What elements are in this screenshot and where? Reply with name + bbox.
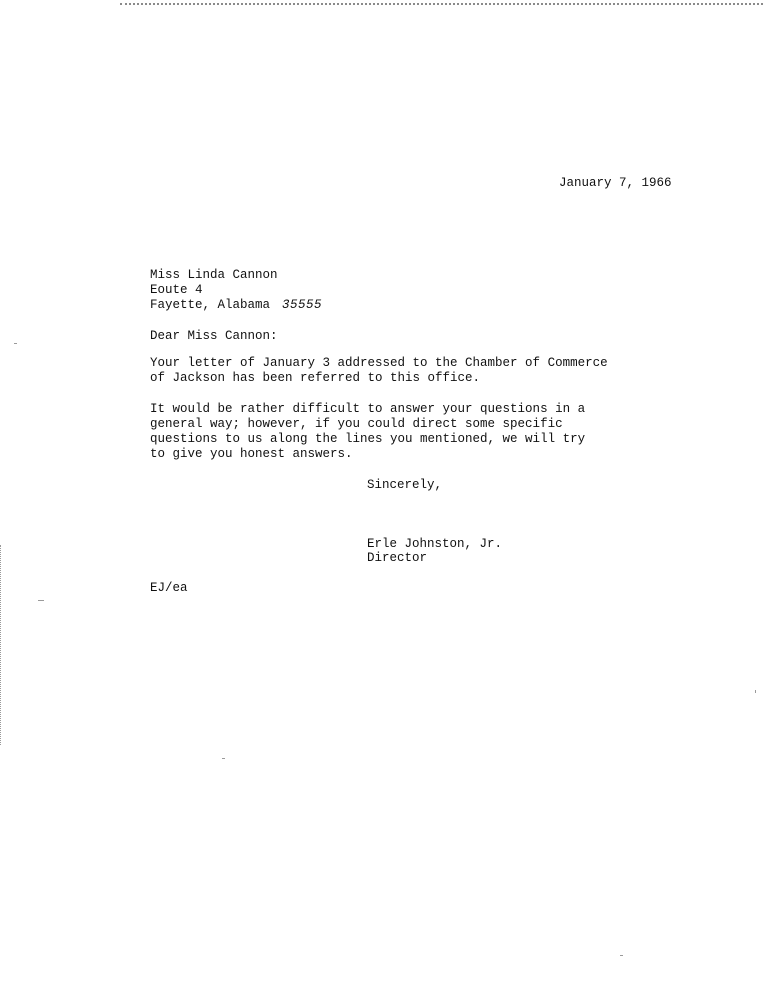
signer-title: Director: [367, 551, 428, 565]
reference-initials: EJ/ea: [150, 581, 188, 595]
body-line: to give you honest answers.: [150, 447, 353, 461]
signer-name: Erle Johnston, Jr.: [367, 537, 503, 551]
body-line: of Jackson has been referred to this office.: [150, 371, 481, 385]
recipient-city-line: [150, 298, 322, 313]
salutation: Dear Miss Cannon:: [150, 329, 278, 343]
letter-date: January 7, 1966: [559, 176, 672, 190]
body-line: questions to us along the lines you mentioned, we will try: [150, 432, 586, 446]
scan-speck: [38, 600, 44, 601]
recipient-city-state: Fayette, Alabama: [150, 298, 271, 312]
recipient-name: Miss Linda Cannon: [150, 268, 278, 282]
scan-speck: [620, 955, 623, 956]
scan-speck: [755, 690, 756, 693]
body-line: It would be rather difficult to answer your questions in a: [150, 402, 586, 416]
left-edge-scan-line: [0, 545, 1, 745]
scan-speck: [14, 343, 17, 344]
closing: Sincerely,: [367, 478, 443, 492]
recipient-zip: 35555: [282, 298, 323, 312]
body-line: general way; however, if you could direct some specific: [150, 417, 563, 431]
top-edge-scan-line: [120, 3, 763, 5]
body-line: Your letter of January 3 addressed to the Chamber of Commerce: [150, 356, 608, 370]
recipient-street: Eoute 4: [150, 283, 203, 297]
scan-speck: [222, 758, 225, 759]
